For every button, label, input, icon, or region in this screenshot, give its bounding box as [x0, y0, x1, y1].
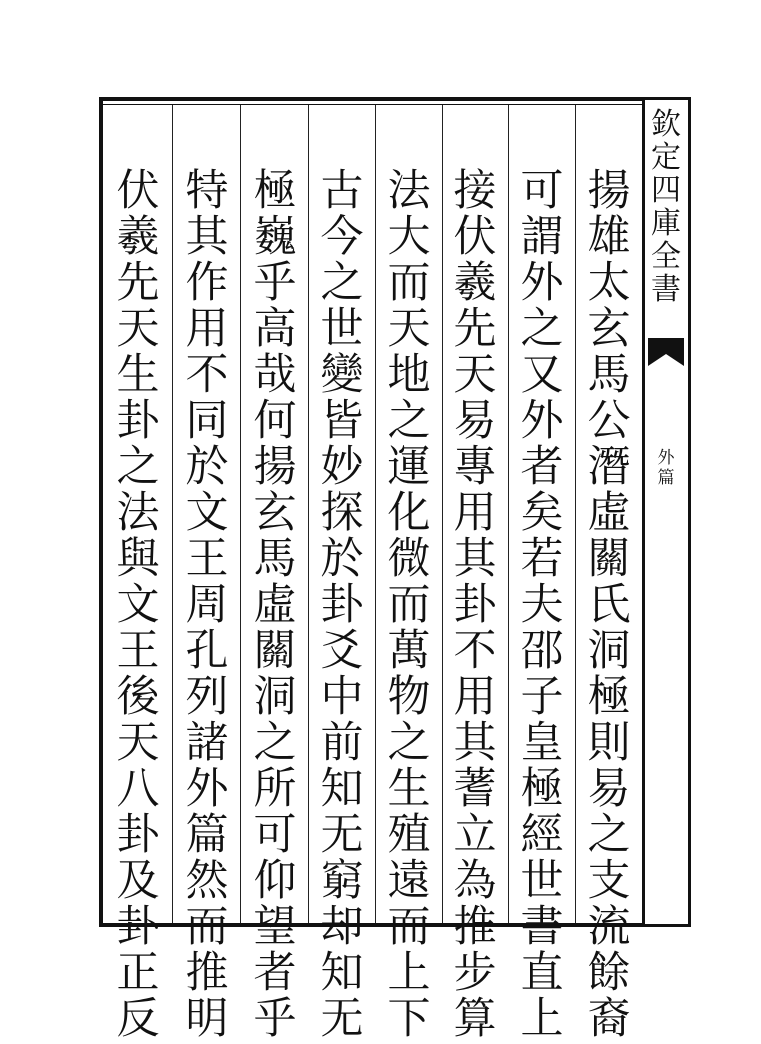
character: 洞	[253, 672, 297, 722]
character: 遠	[387, 856, 431, 906]
character: 伏	[453, 212, 497, 262]
character: 於	[185, 442, 229, 492]
character: 直	[520, 948, 564, 998]
character: 天	[116, 718, 160, 768]
character: 卦	[320, 580, 364, 630]
column-rule	[308, 105, 309, 923]
frame-top-inner-border	[99, 104, 642, 105]
character: 古	[320, 166, 364, 216]
character: 殖	[387, 810, 431, 860]
character: 裔	[587, 994, 631, 1044]
character: 洞	[587, 626, 631, 676]
character: 易	[453, 396, 497, 446]
text-column-8	[107, 166, 169, 1044]
character: 卦	[116, 810, 160, 860]
character: 特	[185, 166, 229, 216]
character: 妙	[320, 442, 364, 492]
character: 地	[387, 350, 431, 400]
character: 算	[453, 994, 497, 1044]
character: 上	[520, 994, 564, 1044]
character: 乎	[253, 994, 297, 1044]
character: 之	[116, 442, 160, 492]
character: 玄	[587, 304, 631, 354]
character: 者	[253, 948, 297, 998]
character: 之	[587, 810, 631, 860]
character: 夫	[520, 580, 564, 630]
character: 四	[651, 173, 681, 208]
character: 揚	[253, 442, 297, 492]
character: 望	[253, 902, 297, 952]
character: 法	[116, 488, 160, 538]
character: 卦	[116, 902, 160, 952]
character: 蓍	[453, 764, 497, 814]
character: 雄	[587, 212, 631, 262]
character: 專	[453, 442, 497, 492]
character: 關	[587, 534, 631, 584]
character: 謂	[520, 212, 564, 262]
character: 可	[520, 166, 564, 216]
text-column-4	[378, 166, 440, 1044]
character: 推	[185, 948, 229, 998]
character: 外	[520, 258, 564, 308]
character: 所	[253, 764, 297, 814]
character: 支	[587, 856, 631, 906]
character: 矣	[520, 488, 564, 538]
character: 馬	[253, 534, 297, 584]
character: 步	[453, 948, 497, 998]
character: 者	[520, 442, 564, 492]
character: 先	[116, 258, 160, 308]
character: 又	[520, 350, 564, 400]
character: 可	[253, 810, 297, 860]
character: 卦	[453, 580, 497, 630]
character: 列	[185, 672, 229, 722]
character: 而	[185, 902, 229, 952]
character: 上	[387, 948, 431, 998]
character: 王	[185, 534, 229, 584]
character: 中	[320, 672, 364, 722]
character: 諸	[185, 718, 229, 768]
gutter-right-border	[688, 97, 691, 927]
gutter-book-title	[646, 108, 686, 306]
character: 其	[453, 718, 497, 768]
character: 皇	[520, 718, 564, 768]
character: 孔	[185, 626, 229, 676]
character: 正	[116, 948, 160, 998]
character: 之	[253, 718, 297, 768]
frame-top-border	[99, 97, 642, 101]
character: 爻	[320, 626, 364, 676]
character: 知	[320, 948, 364, 998]
character: 知	[320, 764, 364, 814]
character: 文	[185, 488, 229, 538]
character: 物	[387, 672, 431, 722]
character: 其	[185, 212, 229, 262]
character: 周	[185, 580, 229, 630]
character: 篇	[657, 468, 675, 488]
character: 世	[320, 304, 364, 354]
character: 公	[587, 396, 631, 446]
character: 運	[387, 442, 431, 492]
character: 流	[587, 902, 631, 952]
character: 外	[185, 764, 229, 814]
character: 接	[453, 166, 497, 216]
character: 用	[453, 488, 497, 538]
character: 推	[453, 902, 497, 952]
character: 之	[520, 304, 564, 354]
character: 法	[387, 166, 431, 216]
character: 則	[587, 718, 631, 768]
character: 天	[387, 304, 431, 354]
character: 若	[520, 534, 564, 584]
text-column-1	[578, 166, 640, 1044]
character: 與	[116, 534, 160, 584]
gutter-top-border	[642, 97, 691, 100]
character: 揚	[587, 166, 631, 216]
character: 乎	[253, 258, 297, 308]
character: 為	[453, 856, 497, 906]
character: 外	[657, 448, 675, 468]
character: 子	[520, 672, 564, 722]
character: 之	[387, 396, 431, 446]
character: 天	[453, 350, 497, 400]
character: 太	[587, 258, 631, 308]
character: 高	[253, 304, 297, 354]
character: 作	[185, 258, 229, 308]
column-rule	[375, 105, 376, 923]
character: 前	[320, 718, 364, 768]
character: 然	[185, 856, 229, 906]
character: 欽	[651, 107, 681, 142]
character: 无	[320, 994, 364, 1044]
column-rule	[508, 105, 509, 923]
character: 世	[520, 856, 564, 906]
character: 而	[387, 902, 431, 952]
character: 虛	[253, 580, 297, 630]
column-rule	[240, 105, 241, 923]
character: 立	[453, 810, 497, 860]
character: 下	[387, 994, 431, 1044]
character: 易	[587, 764, 631, 814]
character: 萬	[387, 626, 431, 676]
character: 而	[387, 258, 431, 308]
character: 窮	[320, 856, 364, 906]
character: 庫	[651, 206, 681, 241]
text-column-7	[176, 166, 238, 1044]
text-column-5	[311, 166, 373, 1044]
character: 其	[453, 534, 497, 584]
character: 今	[320, 212, 364, 262]
character: 書	[520, 902, 564, 952]
character: 伏	[116, 166, 160, 216]
character: 極	[520, 764, 564, 814]
frame-left-border	[99, 97, 103, 927]
character: 而	[387, 580, 431, 630]
character: 關	[253, 626, 297, 676]
character: 王	[116, 626, 160, 676]
column-rule	[575, 105, 576, 923]
character: 明	[185, 994, 229, 1044]
character: 先	[453, 304, 497, 354]
character: 化	[387, 488, 431, 538]
character: 羲	[453, 258, 497, 308]
column-rule	[442, 105, 443, 923]
character: 微	[387, 534, 431, 584]
character: 玄	[253, 488, 297, 538]
character: 不	[185, 350, 229, 400]
character: 文	[116, 580, 160, 630]
character: 之	[320, 258, 364, 308]
character: 八	[116, 764, 160, 814]
character: 外	[520, 396, 564, 446]
character: 於	[320, 534, 364, 584]
text-column-3	[444, 166, 506, 1044]
fishtail-mark-icon	[646, 336, 686, 370]
character: 天	[116, 304, 160, 354]
character: 極	[587, 672, 631, 722]
character: 大	[387, 212, 431, 262]
character: 仰	[253, 856, 297, 906]
character: 餘	[587, 948, 631, 998]
character: 探	[320, 488, 364, 538]
character: 巍	[253, 212, 297, 262]
text-column-6	[244, 166, 306, 1044]
character: 之	[387, 718, 431, 768]
character: 哉	[253, 350, 297, 400]
character: 馬	[587, 350, 631, 400]
character: 却	[320, 902, 364, 952]
character: 後	[116, 672, 160, 722]
character: 變	[320, 350, 364, 400]
character: 定	[651, 140, 681, 175]
gutter-section-title	[652, 448, 680, 488]
column-rule	[172, 105, 173, 923]
character: 篇	[185, 810, 229, 860]
text-column-2	[511, 166, 573, 1044]
character: 書	[651, 272, 681, 307]
character: 潛	[587, 442, 631, 492]
character: 氏	[587, 580, 631, 630]
character: 无	[320, 810, 364, 860]
character: 卦	[116, 396, 160, 446]
character: 全	[651, 239, 681, 274]
character: 反	[116, 994, 160, 1044]
character: 及	[116, 856, 160, 906]
character: 用	[185, 304, 229, 354]
character: 生	[116, 350, 160, 400]
character: 皆	[320, 396, 364, 446]
character: 極	[253, 166, 297, 216]
character: 同	[185, 396, 229, 446]
character: 生	[387, 764, 431, 814]
character: 邵	[520, 626, 564, 676]
character: 用	[453, 672, 497, 722]
gutter-bottom-border	[642, 924, 691, 927]
character: 何	[253, 396, 297, 446]
frame-right-border	[642, 97, 645, 927]
character: 虛	[587, 488, 631, 538]
character: 羲	[116, 212, 160, 262]
character: 經	[520, 810, 564, 860]
character: 不	[453, 626, 497, 676]
